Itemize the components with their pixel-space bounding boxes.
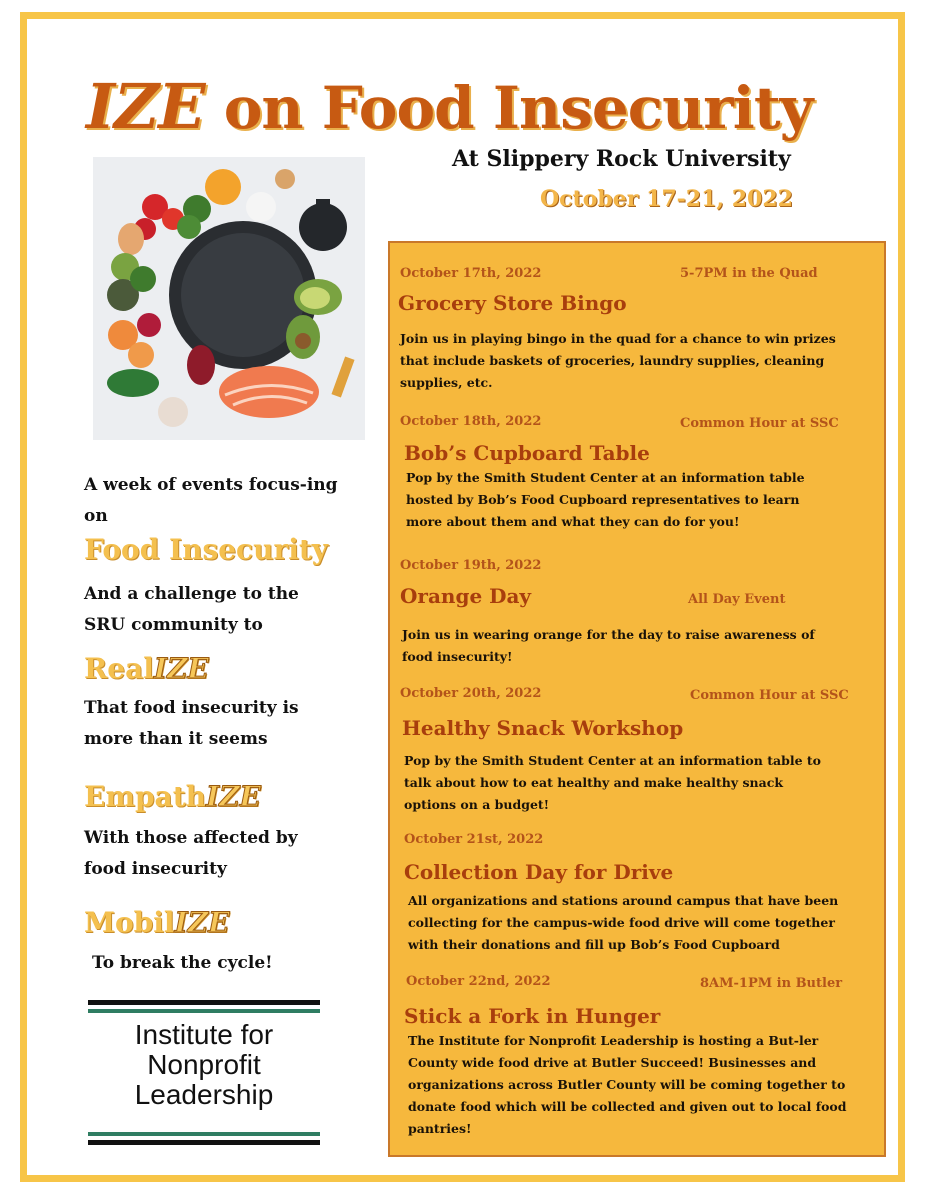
- title-rest: on Food Insecurity: [204, 74, 813, 142]
- event-title: Orange Day: [400, 584, 532, 608]
- event-date: October 17th, 2022: [400, 266, 542, 281]
- event-time: All Day Event: [688, 592, 786, 607]
- event-title: Bob’s Cupboard Table: [404, 441, 650, 465]
- page-title: [86, 70, 812, 143]
- event-title: Healthy Snack Workshop: [402, 716, 684, 740]
- empathize-ize: IZE: [205, 780, 261, 813]
- keyword-realize: [84, 652, 209, 685]
- event-time: Common Hour at SSC: [680, 416, 839, 431]
- keyword-food-insecurity: Food Insecurity: [84, 533, 329, 566]
- realize-ize: IZE: [153, 652, 209, 685]
- event-description: The Institute for Nonprofit Leadership is hosting a But-ler County wide food drive at Butler Succeed! Businesses and organizations across Butler County will be coming together to donate food which will be collected and given out to local food pantries!: [408, 1033, 847, 1136]
- subtitle: At Slippery Rock University: [452, 146, 791, 172]
- mobilize-prefix: Mobil: [84, 906, 175, 939]
- event-title: Stick a Fork in Hunger: [404, 1004, 661, 1028]
- keyword-mobilize: [84, 906, 229, 939]
- logo-rule-top: [88, 1000, 320, 1013]
- title-ize: IZE: [86, 70, 205, 143]
- event-date: October 19th, 2022: [400, 558, 542, 573]
- event-time: 5-7PM in the Quad: [680, 266, 818, 281]
- event-description: Join us in playing bingo in the quad for a chance to win prizes that include baskets of groceries, laundry supplies, cleaning supplies, etc.: [400, 331, 836, 390]
- event-description: Pop by the Smith Student Center at an information table to talk about how to eat healthy and make healthy snack options on a budget!: [404, 753, 821, 812]
- challenge-text: And a challenge to the SRU community to: [84, 584, 299, 635]
- realize-text: That food insecurity is more than it seems: [84, 698, 299, 749]
- event-date: October 22nd, 2022: [406, 974, 551, 989]
- intro-text: A week of events focus-ing on: [84, 475, 338, 526]
- mobilize-text: To break the cycle!: [92, 953, 273, 973]
- logo-rule-bottom: [88, 1132, 320, 1145]
- event-date: October 21st, 2022: [404, 832, 544, 847]
- event-description: Join us in wearing orange for the day to raise awareness of food insecurity!: [402, 627, 815, 664]
- event-title: Collection Day for Drive: [404, 860, 674, 884]
- mobilize-ize: IZE: [174, 906, 230, 939]
- event-time: Common Hour at SSC: [690, 688, 849, 703]
- event-dates: October 17-21, 2022: [540, 186, 793, 212]
- event-time: 8AM-1PM in Butler: [700, 976, 843, 991]
- event-date: October 18th, 2022: [400, 414, 542, 429]
- empathize-text: With those affected by food insecurity: [84, 828, 298, 879]
- event-title: Grocery Store Bingo: [398, 291, 627, 315]
- event-date: October 20th, 2022: [400, 686, 542, 701]
- event-description: All organizations and stations around campus that have been collecting for the campus-wide food drive will come together with their donations and fill up Bob’s Food Cupboard: [408, 893, 839, 952]
- empathize-prefix: Empath: [84, 780, 206, 813]
- institute-logo: Institute for Nonprofit Leadership: [134, 1019, 274, 1110]
- keyword-empathize: [84, 780, 261, 813]
- event-description: Pop by the Smith Student Center at an information table hosted by Bob’s Food Cupboard representatives to learn more about them and what they can do for you!: [406, 470, 805, 529]
- food-photo: [93, 157, 365, 440]
- realize-prefix: Real: [84, 652, 154, 685]
